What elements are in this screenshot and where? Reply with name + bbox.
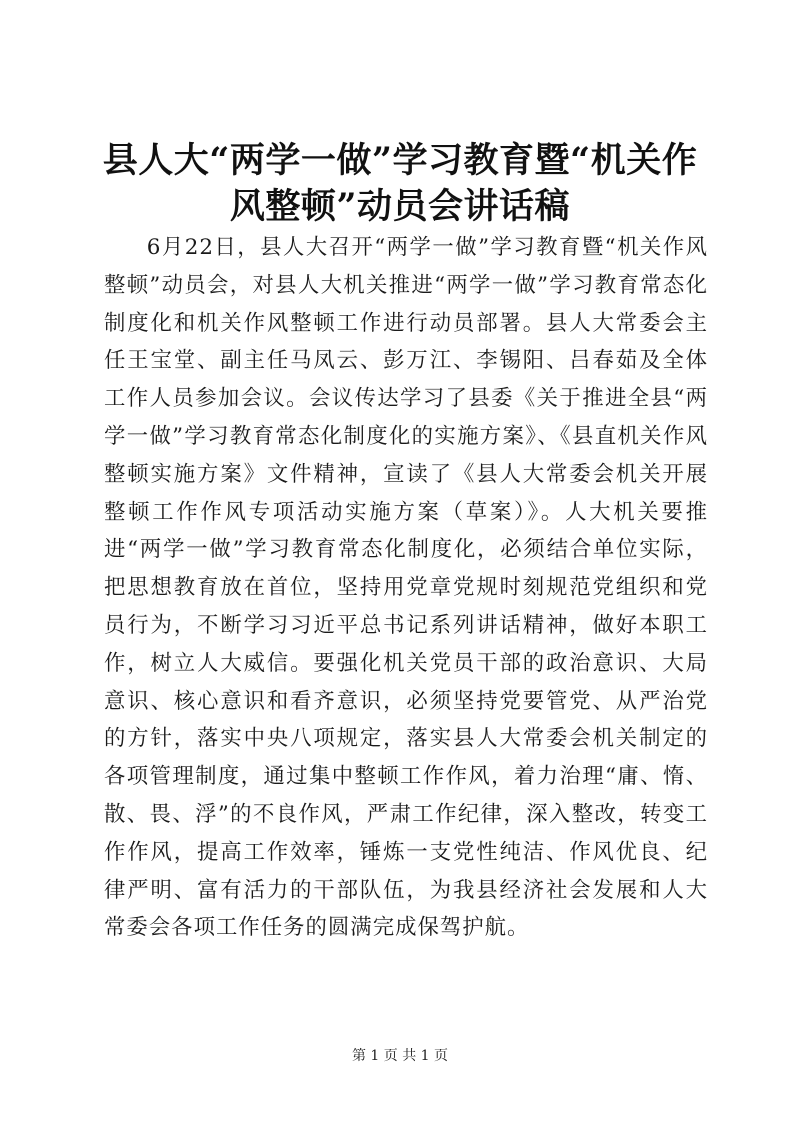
document-body-paragraph: 6月22日，县人大召开“两学一做”学习教育暨“机关作风整顿”动员会，对县人大机关推进“两学一做”学习教育常态化制度化和机关作风整顿工作进行动员部署。县人大常委会主任王宝堂、副主任马凤云、彭万江、李锡阳、吕春茹及全体工作人员参加会议。会议传达学习了县委《关于推进全县“两学一做”学习教育常态化制度化的实施方案》、《县直机关作风整顿实施方案》文件精神，宣读了《县人大常委会机关开展整顿工作作风专项活动实施方案（草案）》。人大机关要推进“两学一做”学习教育常态化制度化，必须结合单位实际，把思想教育放在首位，坚持用党章党规时刻规范党组织和党员行为，不断学习习近平总书记系列讲话精神，做好本职工作，树立人大威信。要强化机关党员干部的政治意识、大局意识、核心意识和看齐意识，必须坚持党要管党、从严治党的方针，落实中央八项规定，落实县人大常委会机关制定的各项管理制度，通过集中整顿工作作风，着力治理“庸、惰、散、畏、浮”的不良作风，严肃工作纪律，深入整改，转变工作作风，提高工作效率，锤炼一支党性纯洁、作风优良、纪律严明、富有活力的干部队伍，为我县经济社会发展和人大常委会各项工作任务的圆满完成保驾护航。 — [104, 235, 708, 941]
document-title: 县人大“两学一做”学习教育暨“机关作风整顿”动员会讲话稿 — [102, 140, 698, 227]
page-number-footer: 第 1 页 共 1 页 — [351, 1048, 449, 1064]
